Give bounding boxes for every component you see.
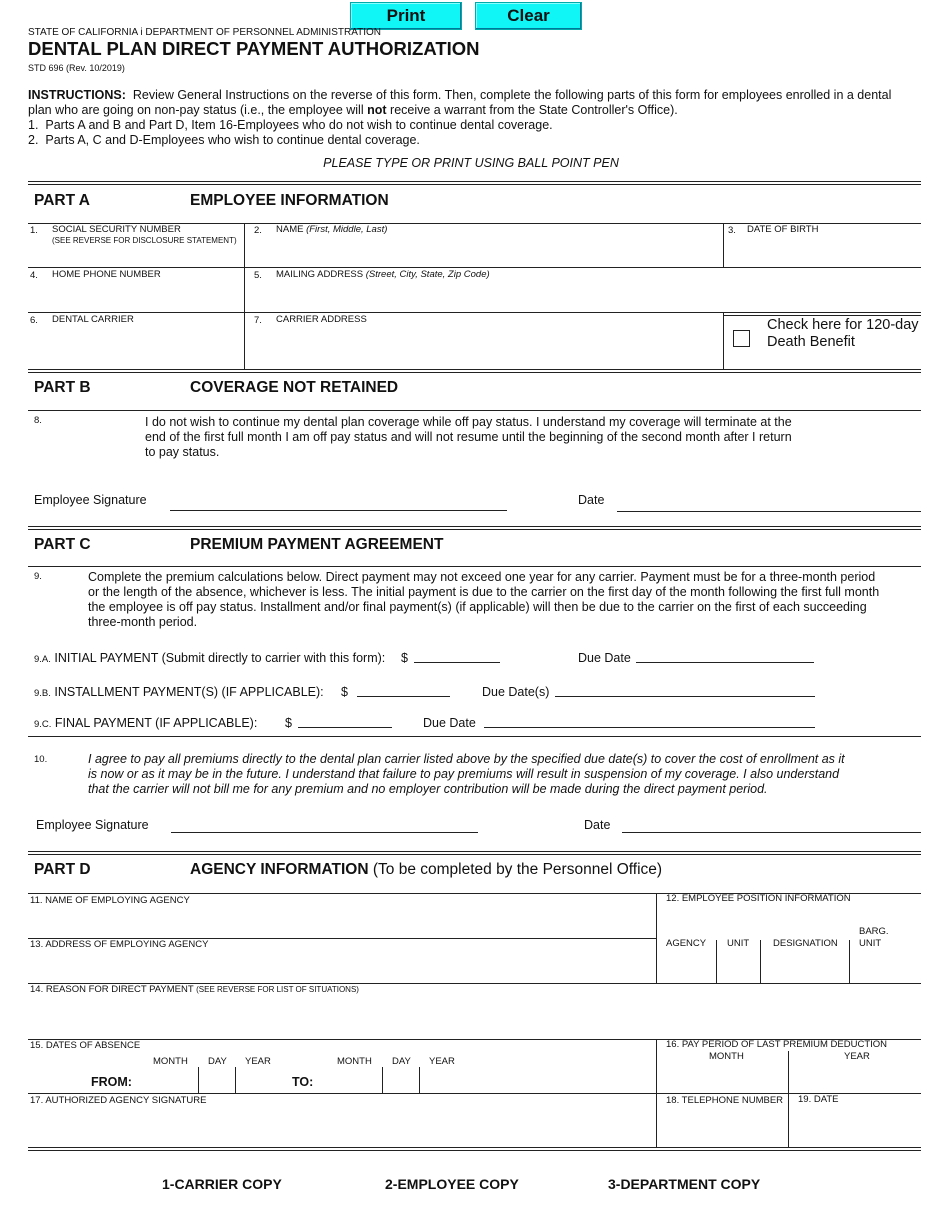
part-a-label: PART A (34, 192, 90, 209)
date-19-field[interactable] (789, 1108, 921, 1146)
part-d-label: PART D (34, 861, 91, 878)
installment-due-dates[interactable] (555, 696, 815, 697)
position-info-label: 12. EMPLOYEE POSITION INFORMATION (666, 893, 851, 904)
part-b-signature-line[interactable] (170, 510, 507, 511)
death-benefit-line-1: Check here for 120-day (767, 317, 919, 333)
dob-label: DATE OF BIRTH (747, 224, 819, 235)
pay-period-month-field[interactable] (657, 1064, 788, 1092)
agency-header: STATE OF CALIFORNIA i DEPARTMENT OF PERSONNEL ADMINISTRATION (28, 27, 382, 38)
death-benefit-label (767, 317, 919, 351)
premium-line: the employee is off pay status. Installment and/or final payment(s) (if applicable) will then be due to the carrier on the first of each succeeding (88, 600, 867, 614)
currency-symbol: $ (401, 651, 408, 665)
initial-due-date[interactable] (636, 662, 814, 663)
field-number: 4. (30, 270, 38, 281)
barg-unit-column-label (859, 926, 889, 950)
currency-symbol: $ (341, 685, 348, 699)
part-b-signature-label: Employee Signature (34, 493, 147, 507)
item-text: Parts A and B and Part D, Item 16-Employees who do not wish to continue dental coverage. (45, 118, 553, 132)
from-month-field[interactable] (140, 1068, 198, 1092)
part-c-signature-label: Employee Signature (36, 818, 149, 832)
agency-name-field[interactable] (28, 894, 656, 938)
field-number: 1. (30, 225, 38, 236)
carrier-address-field[interactable] (245, 313, 722, 369)
final-due-date-label: Due Date (423, 716, 476, 730)
part-d-title-note: (To be completed by the Personnel Office) (372, 861, 663, 878)
installment-due-date-label: Due Date(s) (482, 685, 550, 699)
carrier-copy-label: 1-CARRIER COPY (162, 1176, 282, 1192)
home-phone-label: HOME PHONE NUMBER (52, 269, 161, 280)
coverage-statement (145, 415, 792, 460)
death-benefit-checkbox[interactable] (733, 330, 750, 347)
part-b-title: COVERAGE NOT RETAINED (190, 379, 399, 396)
barg-line-2: UNIT (859, 938, 882, 949)
from-year-field[interactable] (236, 1068, 286, 1092)
print-button[interactable]: Print (350, 2, 462, 30)
instructions-text-a: Review General Instructions on the reverse of this form. Then, complete the following parts of this form for employees enrolled in a dental plan who are going on non-pay status (i.e., the employee will (28, 88, 892, 117)
item-number: 1. (28, 118, 39, 132)
from-month-label: MONTH (153, 1056, 188, 1067)
ssn-field[interactable] (28, 223, 244, 267)
part-b-date-label: Date (578, 493, 605, 507)
statement-line: end of the first full month I am off pay status and will not resume until the beginning of the second month after I return (145, 430, 792, 444)
part-c-label: PART C (34, 536, 91, 553)
date-19-label: 19. DATE (798, 1094, 839, 1105)
position-agency-field[interactable] (657, 950, 716, 982)
dental-carrier-label: DENTAL CARRIER (52, 314, 134, 325)
agreement-line: that the carrier will not bill me for any premium and no employer contribution will be made during the direct payment period. (88, 782, 768, 796)
form-id: STD 696 (Rev. 10/2019) (28, 63, 125, 73)
dob-field[interactable] (724, 223, 921, 267)
pay-period-month-label: MONTH (709, 1051, 744, 1062)
pay-period-label: 16. PAY PERIOD OF LAST PREMIUM DEDUCTION (666, 1039, 888, 1050)
to-day-label: DAY (392, 1056, 411, 1067)
pay-period-year-label: YEAR (844, 1051, 870, 1062)
instructions (28, 88, 898, 118)
name-label-text: NAME (276, 224, 304, 235)
agency-name-label: 11. NAME OF EMPLOYING AGENCY (30, 895, 190, 906)
instructions-label: INSTRUCTIONS: (28, 88, 126, 102)
initial-payment-amount[interactable] (414, 662, 500, 663)
field-number: 7. (254, 315, 262, 326)
position-barg-unit-field[interactable] (850, 950, 921, 982)
agency-signature-field[interactable] (28, 1094, 656, 1147)
pay-period-year-field[interactable] (789, 1064, 921, 1092)
home-phone-field[interactable] (28, 268, 244, 312)
telephone-field[interactable] (657, 1108, 788, 1146)
ssn-sublabel: (SEE REVERSE FOR DISCLOSURE STATEMENT) (52, 236, 237, 245)
from-label: FROM: (91, 1075, 132, 1089)
field-number: 3. (728, 225, 736, 236)
initial-payment-text: INITIAL PAYMENT (Submit directly to carrier with this form): (54, 651, 386, 665)
designation-column-label: DESIGNATION (773, 938, 838, 949)
to-month-label: MONTH (337, 1056, 372, 1067)
employee-copy-label: 2-EMPLOYEE COPY (385, 1176, 519, 1192)
position-unit-field[interactable] (717, 950, 760, 982)
mailing-label-sub: (Street, City, State, Zip Code) (365, 269, 490, 280)
final-payment-label (34, 716, 257, 732)
instructions-text-b: receive a warrant from the State Controller's Office). (390, 103, 678, 117)
to-month-field[interactable] (325, 1068, 382, 1092)
mailing-label-text: MAILING ADDRESS (276, 269, 364, 280)
installment-payment-label (34, 685, 324, 701)
initial-due-date-label: Due Date (578, 651, 631, 665)
installment-payment-text: INSTALLMENT PAYMENT(S) (IF APPLICABLE): (54, 685, 324, 699)
part-c-date-line[interactable] (622, 832, 921, 833)
instruction-item-1 (28, 118, 553, 133)
final-payment-text: FINAL PAYMENT (IF APPLICABLE): (54, 716, 258, 730)
to-year-label: YEAR (429, 1056, 455, 1067)
part-c-signature-line[interactable] (171, 832, 478, 833)
department-copy-label: 3-DEPARTMENT COPY (608, 1176, 761, 1192)
agency-address-label: 13. ADDRESS OF EMPLOYING AGENCY (30, 939, 209, 950)
statement-line: I do not wish to continue my dental plan coverage while off pay status. I understand my coverage will terminate at the (145, 415, 792, 429)
print-note: PLEASE TYPE OR PRINT USING BALL POINT PEN (323, 156, 619, 170)
to-label: TO: (292, 1075, 314, 1089)
barg-line-1: BARG. (859, 926, 889, 937)
field-number: 5. (254, 270, 262, 281)
field-number: 9.C. (34, 719, 52, 730)
premium-line: or the length of the absence, whichever is less. The initial payment is due to the carrier on the first day of the month following the first full month (88, 585, 880, 599)
dental-carrier-field[interactable] (28, 313, 244, 369)
ssn-label: SOCIAL SECURITY NUMBER (52, 224, 181, 235)
telephone-label: 18. TELEPHONE NUMBER (666, 1095, 784, 1106)
unit-column-label: UNIT (727, 938, 750, 949)
item-number: 2. (28, 133, 39, 147)
premium-line: Complete the premium calculations below. Direct payment may not exceed one year for any carrier. Payment must be for a three-month period (88, 570, 876, 584)
part-d-title-text: AGENCY INFORMATION (190, 861, 369, 878)
name-label-sub: (First, Middle, Last) (306, 224, 388, 235)
part-a-title: EMPLOYEE INFORMATION (190, 192, 389, 209)
mailing-address-field[interactable] (245, 268, 921, 312)
premium-line: three-month period. (88, 615, 198, 629)
reason-label-text: 14. REASON FOR DIRECT PAYMENT (30, 984, 194, 995)
reason-field[interactable] (28, 996, 921, 1038)
part-b-label: PART B (34, 379, 91, 396)
installment-payment-amount[interactable] (357, 696, 450, 697)
part-c-title: PREMIUM PAYMENT AGREEMENT (190, 536, 444, 553)
final-payment-amount[interactable] (298, 727, 392, 728)
agreement-line: I agree to pay all premiums directly to the dental plan carrier listed above by the specified due date(s) to cover the cost of enrollment as it (88, 752, 845, 766)
field-number: 6. (30, 315, 38, 326)
field-number: 9. (34, 571, 42, 582)
agency-address-field[interactable] (28, 939, 656, 983)
field-number: 10. (34, 754, 48, 765)
part-b-date-line[interactable] (617, 511, 921, 512)
to-day-field[interactable] (383, 1068, 419, 1092)
from-day-field[interactable] (199, 1068, 235, 1092)
from-day-label: DAY (208, 1056, 227, 1067)
currency-symbol: $ (285, 716, 292, 730)
instruction-item-2 (28, 133, 420, 148)
initial-payment-label (34, 651, 385, 667)
carrier-address-label: CARRIER ADDRESS (276, 314, 367, 325)
name-field[interactable] (245, 223, 722, 267)
statement-line: to pay status. (145, 445, 220, 459)
position-designation-field[interactable] (761, 950, 849, 982)
instructions-bold: not (367, 103, 387, 117)
clear-button[interactable]: Clear (475, 2, 582, 30)
reason-label (30, 984, 359, 995)
from-year-label: YEAR (245, 1056, 271, 1067)
to-year-field[interactable] (420, 1068, 470, 1092)
reason-label-sub: (SEE REVERSE FOR LIST OF SITUATIONS) (196, 985, 359, 994)
agency-signature-label: 17. AUTHORIZED AGENCY SIGNATURE (30, 1095, 207, 1106)
form-title: DENTAL PLAN DIRECT PAYMENT AUTHORIZATION (28, 38, 480, 59)
dates-absence-label: 15. DATES OF ABSENCE (30, 1040, 141, 1051)
field-number: 8. (34, 415, 42, 426)
agency-column-label: AGENCY (666, 938, 707, 949)
item-text: Parts A, C and D-Employees who wish to continue dental coverage. (45, 133, 420, 147)
field-number: 9.A. (34, 654, 51, 665)
final-due-date[interactable] (484, 727, 815, 728)
death-benefit-line-2: Death Benefit (767, 334, 855, 350)
field-number: 2. (254, 225, 262, 236)
part-c-date-label: Date (584, 818, 611, 832)
agreement-line: is now or as it may be in the future. I understand that failure to pay premiums will result in suspension of my coverage. I also understand (88, 767, 840, 781)
premium-instructions (88, 570, 888, 630)
field-number: 9.B. (34, 688, 51, 699)
payment-agreement (88, 752, 845, 797)
part-d-title (190, 861, 662, 879)
